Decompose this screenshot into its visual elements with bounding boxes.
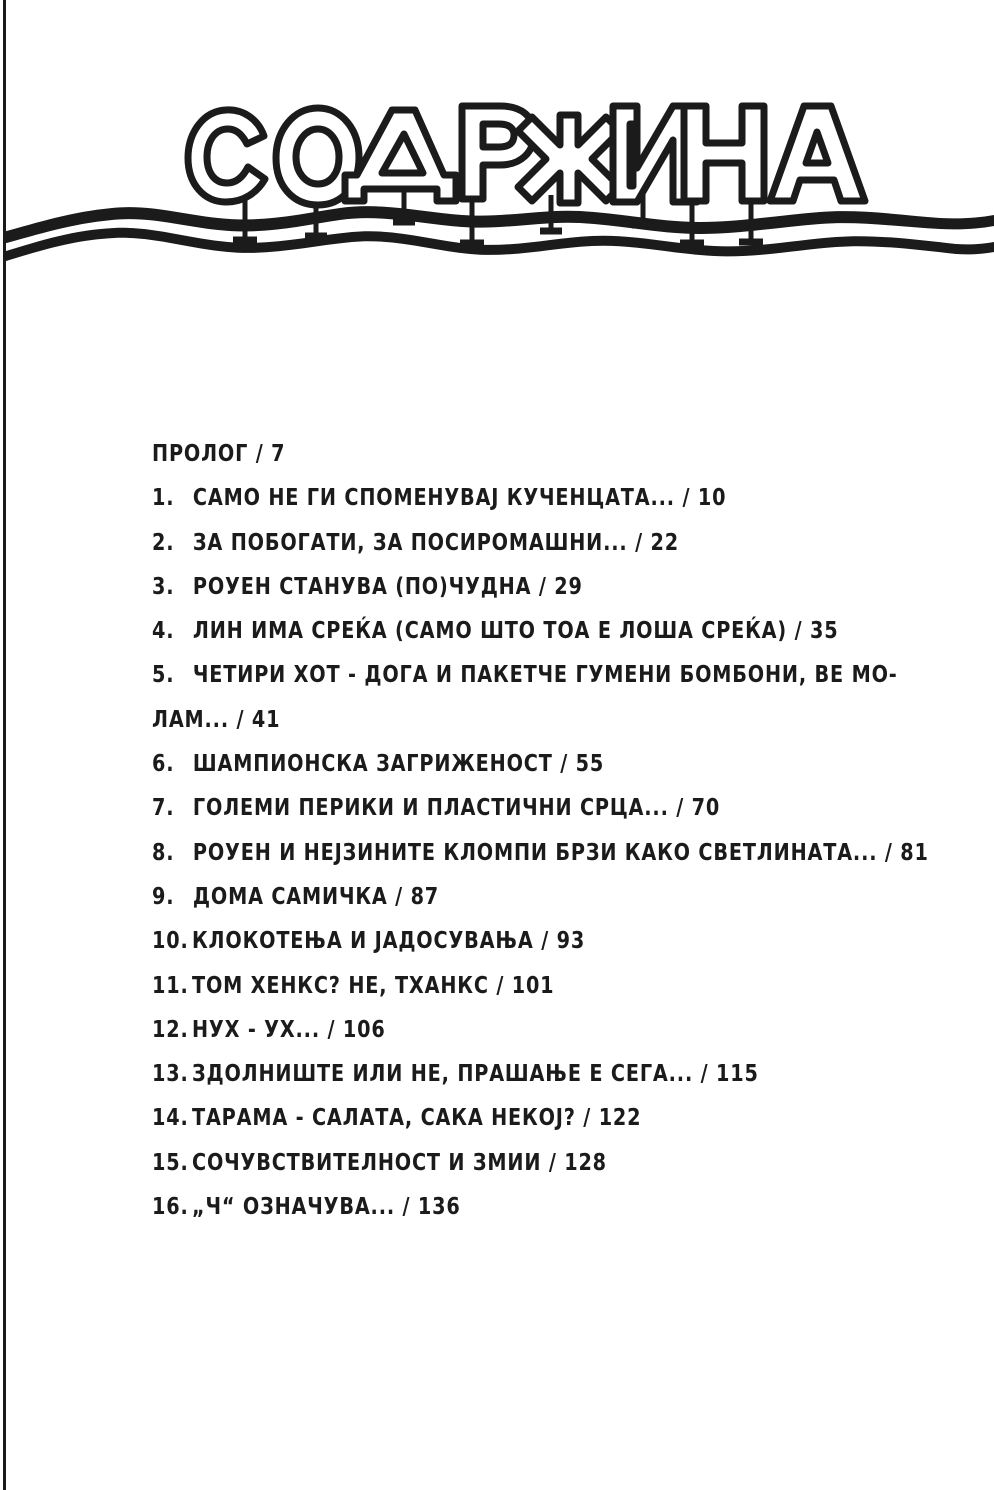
contents-entry-2[interactable] <box>152 521 896 565</box>
contents-entry-text: РОУЕН СТАНУВА (ПО)ЧУДНА / 29 <box>192 573 583 600</box>
heading-letter-Zh <box>518 115 620 203</box>
contents-entry-text: ТАРАМА - САЛАТА, САКА НЕКОЈ? / 122 <box>191 1105 642 1132</box>
contents-entry-9[interactable] <box>152 875 896 919</box>
contents-entry-number: 16. <box>152 1194 189 1221</box>
contents-entry-16[interactable] <box>152 1185 896 1229</box>
contents-entry-text: РОУЕН И НЕЈЗИНИТЕ КЛОМПИ БРЗИ КАКО СВЕТЛИНАТА... / 81 <box>192 839 929 866</box>
contents-entry-text: КЛОКОТЕЊА И ЈАДОСУВАЊА / 93 <box>191 928 586 955</box>
contents-entry-15[interactable] <box>152 1141 896 1185</box>
contents-entry-number: 10. <box>152 928 189 955</box>
contents-entry-text: ШАМПИОНСКА ЗАГРИЖЕНОСТ / 55 <box>192 751 605 778</box>
contents-entry-4[interactable] <box>152 609 896 653</box>
contents-entry-12[interactable] <box>152 1008 896 1052</box>
contents-entry-text: ТОМ ХЕНКС? НЕ, ТХАНКС / 101 <box>191 972 555 999</box>
contents-entry-number: 4. <box>152 618 175 645</box>
contents-entry-number: 9. <box>152 883 175 910</box>
contents-entry-7[interactable] <box>152 786 896 830</box>
contents-entry-number: 1. <box>152 485 175 512</box>
contents-entry-number: 14. <box>152 1105 189 1132</box>
contents-entry-10[interactable] <box>152 919 896 963</box>
heading-letter-C <box>188 110 265 202</box>
contents-entry-text: „Ч“ ОЗНАЧУВА... / 136 <box>191 1194 461 1221</box>
contents-entry-text: ДОМА САМИЧКА / 87 <box>192 883 440 910</box>
contents-entry-text: НУХ - УХ... / 106 <box>191 1016 386 1043</box>
contents-entry-number: 6. <box>152 751 175 778</box>
contents-entry-number: 11. <box>152 972 189 999</box>
contents-entry-number: 2. <box>152 529 175 556</box>
contents-entry-6[interactable] <box>152 742 896 786</box>
contents-entry-11[interactable] <box>152 964 896 1008</box>
contents-entry-number: 7. <box>152 795 175 822</box>
contents-entry-13[interactable] <box>152 1052 896 1096</box>
contents-list <box>152 432 952 1229</box>
contents-entry-number: 15. <box>152 1149 189 1176</box>
heading-letter-N <box>684 106 764 201</box>
contents-entry-number: 13. <box>152 1061 189 1088</box>
contents-entry-text: ГОЛЕМИ ПЕРИКИ И ПЛАСТИЧНИ СРЦА... / 70 <box>192 795 721 822</box>
contents-entry-number: 12. <box>152 1016 189 1043</box>
contents-entry-number: 5. <box>152 662 175 689</box>
contents-entry-1[interactable] <box>152 476 896 520</box>
contents-entry-text: ЗА ПОБОГАТИ, ЗА ПОСИРОМАШНИ... / 22 <box>192 529 679 556</box>
contents-entry-text: ЧЕТИРИ ХОТ - ДОГА И ПАКЕТЧЕ ГУМЕНИ БОМБОНИ, ВЕ МО- <box>192 662 898 689</box>
contents-entry-text: ЗДОЛНИШТЕ ИЛИ НЕ, ПРАШАЊЕ Е СЕГА... / 115 <box>191 1061 759 1088</box>
contents-entry-8[interactable] <box>152 831 929 875</box>
ground-waves <box>3 206 994 262</box>
contents-entry-text: ПРОЛОГ / 7 <box>152 441 286 467</box>
heading-letter-A <box>770 106 865 201</box>
contents-entry-text-continued: ЛАМ... / 41 <box>152 706 281 733</box>
contents-entry-5[interactable] <box>152 653 896 697</box>
contents-entry-14[interactable] <box>152 1096 896 1140</box>
contents-entry-5-continuation[interactable] <box>152 698 896 742</box>
contents-entry-number: 8. <box>152 839 175 866</box>
contents-entry-text: СОЧУВСТВИТЕЛНОСТ И ЗМИИ / 128 <box>191 1149 607 1176</box>
contents-entry-3[interactable] <box>152 565 896 609</box>
contents-entry-text: ЛИН ИМА СРЕЌА (САМО ШТО ТОА Е ЛОША СРЕЌА) / 35 <box>192 618 839 645</box>
contents-entry-text: САМО НЕ ГИ СПОМЕНУВАЈ КУЧЕНЦАТА... / 10 <box>192 485 727 512</box>
contents-entry-number: 3. <box>152 573 175 600</box>
heading-artwork <box>0 0 994 275</box>
contents-entry-prologue[interactable] <box>152 432 896 476</box>
